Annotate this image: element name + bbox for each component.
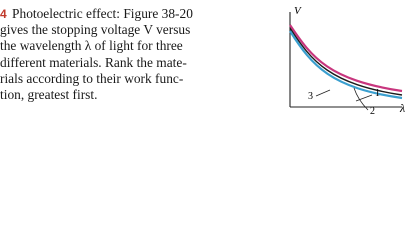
curve-3 [290, 25, 402, 91]
problem-line-3: the wavelength λ of light for three [0, 38, 183, 54]
problem-text [0, 6, 266, 103]
problem-line-6: tion, greatest first. [0, 87, 98, 103]
curve-label-2: 2 [370, 106, 375, 115]
curve-2 [290, 28, 402, 95]
x-axis-label: λ [400, 101, 406, 115]
curve-label-1: 1 [375, 88, 380, 99]
curve-label-3: 3 [308, 91, 313, 102]
y-axis-label: V [294, 5, 301, 17]
problem-number: 4 [0, 7, 7, 21]
problem-line-4: different materials. Rank the mate- [0, 54, 187, 70]
problem-line-1: 4 Photoelectric effect: Figure 38-20 [0, 6, 193, 21]
figure-38-20 [284, 0, 412, 115]
label-3-leader [316, 90, 330, 96]
problem-line-5: rials according to their work func- [0, 70, 184, 86]
problem-line-2: gives the stopping voltage V versus [0, 22, 191, 38]
